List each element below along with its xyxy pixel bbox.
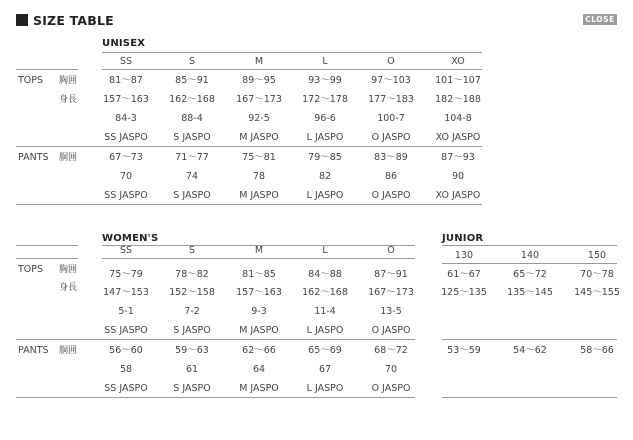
section-title-junior: JUNIOR bbox=[442, 233, 484, 244]
header-top-line-junior bbox=[442, 245, 617, 246]
tops-label: TOPS bbox=[18, 264, 44, 275]
table-cell: 67 bbox=[318, 364, 332, 375]
column-header: L bbox=[322, 245, 328, 256]
table-cell: M JASPO bbox=[239, 383, 279, 394]
table-cell: 172〜178 bbox=[302, 94, 348, 105]
table-cell: 157〜163 bbox=[236, 287, 282, 298]
header-bottom-line-junior bbox=[442, 263, 617, 264]
table-cell: 7-2 bbox=[184, 306, 200, 317]
table-cell: 59〜63 bbox=[175, 345, 209, 356]
table-cell: 101〜107 bbox=[435, 75, 481, 86]
table-cell: 147〜153 bbox=[103, 287, 149, 298]
table-cell: 85〜91 bbox=[175, 75, 209, 86]
table-cell: 70 bbox=[384, 364, 398, 375]
table-cell: 62〜66 bbox=[242, 345, 276, 356]
table-cell: O JASPO bbox=[371, 132, 411, 143]
page-title bbox=[16, 12, 114, 28]
table-cell: SS JASPO bbox=[104, 190, 148, 201]
table-cell: 75〜81 bbox=[242, 152, 276, 163]
table-cell: 71〜77 bbox=[175, 152, 209, 163]
table-cell: M JASPO bbox=[239, 325, 279, 336]
table-cell: 152〜158 bbox=[169, 287, 215, 298]
table-cell: O JASPO bbox=[371, 325, 411, 336]
pants-bottom-line-unisex bbox=[16, 204, 482, 205]
page-title-text: SIZE TABLE bbox=[33, 12, 114, 28]
column-header: SS bbox=[119, 56, 133, 67]
table-cell: 125〜135 bbox=[441, 287, 487, 298]
table-cell: 162〜168 bbox=[169, 94, 215, 105]
column-header: XO bbox=[451, 56, 465, 67]
column-header: 130 bbox=[454, 250, 474, 261]
column-header: S bbox=[188, 56, 196, 67]
table-cell: 67〜73 bbox=[109, 152, 143, 163]
table-cell: 86 bbox=[384, 171, 398, 182]
table-cell: S JASPO bbox=[173, 132, 211, 143]
column-header: 150 bbox=[587, 250, 607, 261]
table-cell: 92-5 bbox=[248, 113, 270, 124]
table-cell: 53〜59 bbox=[447, 345, 481, 356]
table-cell: SS JASPO bbox=[104, 325, 148, 336]
table-cell: L JASPO bbox=[306, 325, 344, 336]
table-cell: 167〜173 bbox=[236, 94, 282, 105]
tops-bottom-line-unisex bbox=[16, 146, 482, 147]
table-cell: 65〜69 bbox=[308, 345, 342, 356]
waist-label: 胴囲 bbox=[59, 153, 78, 163]
table-cell: L JASPO bbox=[306, 190, 344, 201]
table-cell: 87〜93 bbox=[441, 152, 475, 163]
table-cell: SS JASPO bbox=[104, 383, 148, 394]
column-header: O bbox=[387, 245, 395, 256]
table-cell: 177〜183 bbox=[368, 94, 414, 105]
table-cell: 58 bbox=[119, 364, 133, 375]
column-header: M bbox=[254, 245, 264, 256]
table-cell: 9-3 bbox=[251, 306, 267, 317]
label-line-top-womens bbox=[16, 245, 78, 246]
table-cell: 81〜87 bbox=[109, 75, 143, 86]
tops-bottom-line-junior bbox=[442, 339, 617, 340]
chest-label: 胸囲 bbox=[59, 265, 78, 275]
table-cell: 58〜66 bbox=[580, 345, 614, 356]
column-header: SS bbox=[119, 245, 133, 256]
table-cell: 64 bbox=[252, 364, 266, 375]
table-cell: 145〜155 bbox=[574, 287, 620, 298]
table-cell: 167〜173 bbox=[368, 287, 414, 298]
table-cell: 79〜85 bbox=[308, 152, 342, 163]
table-cell: 182〜188 bbox=[435, 94, 481, 105]
table-cell: 100-7 bbox=[377, 113, 405, 124]
table-cell: 56〜60 bbox=[109, 345, 143, 356]
table-cell: 11-4 bbox=[314, 306, 336, 317]
table-cell: 54〜62 bbox=[513, 345, 547, 356]
table-cell: 96-6 bbox=[314, 113, 336, 124]
section-title-womens: WOMEN'S bbox=[102, 233, 159, 244]
table-cell: 104-8 bbox=[444, 113, 472, 124]
table-cell: 65〜72 bbox=[513, 269, 547, 280]
column-header: O bbox=[387, 56, 395, 67]
label-line-mid-womens bbox=[16, 258, 78, 259]
height-label: 身長 bbox=[59, 95, 78, 105]
title-square-icon bbox=[16, 14, 28, 26]
tops-bottom-line-womens bbox=[16, 339, 415, 340]
table-cell: 81〜85 bbox=[242, 269, 276, 280]
table-cell: 84-3 bbox=[115, 113, 137, 124]
column-header: 140 bbox=[520, 250, 540, 261]
pants-label: PANTS bbox=[18, 152, 49, 163]
table-cell: 162〜168 bbox=[302, 287, 348, 298]
table-cell: 89〜95 bbox=[242, 75, 276, 86]
pants-bottom-line-womens bbox=[16, 397, 415, 398]
table-cell: 74 bbox=[185, 171, 199, 182]
table-cell: 70〜78 bbox=[580, 269, 614, 280]
table-cell: M JASPO bbox=[239, 132, 279, 143]
table-cell: 135〜145 bbox=[507, 287, 553, 298]
table-cell: 157〜163 bbox=[103, 94, 149, 105]
table-cell: XO JASPO bbox=[435, 190, 481, 201]
table-cell: 93〜99 bbox=[308, 75, 342, 86]
header-bottom-line-unisex bbox=[102, 69, 482, 70]
table-cell: S JASPO bbox=[173, 383, 211, 394]
waist-label: 胴囲 bbox=[59, 346, 78, 356]
table-cell: 13-5 bbox=[380, 306, 402, 317]
column-header: S bbox=[188, 245, 196, 256]
table-cell: 61〜67 bbox=[447, 269, 481, 280]
table-cell: O JASPO bbox=[371, 383, 411, 394]
column-header: L bbox=[322, 56, 328, 67]
table-cell: 82 bbox=[318, 171, 332, 182]
table-cell: 61 bbox=[185, 364, 199, 375]
table-cell: 84〜88 bbox=[308, 269, 342, 280]
table-cell: 83〜89 bbox=[374, 152, 408, 163]
section-title-unisex: UNISEX bbox=[102, 38, 146, 49]
header-bottom-line-womens bbox=[102, 258, 415, 259]
header-top-line-unisex bbox=[102, 52, 482, 53]
pants-label: PANTS bbox=[18, 345, 49, 356]
label-line-top-unisex bbox=[16, 69, 78, 70]
table-cell: 78 bbox=[252, 171, 266, 182]
table-cell: M JASPO bbox=[239, 190, 279, 201]
height-label: 身長 bbox=[59, 283, 78, 293]
table-cell: 87〜91 bbox=[374, 269, 408, 280]
table-cell: O JASPO bbox=[371, 190, 411, 201]
table-cell: 70 bbox=[119, 171, 133, 182]
table-cell: 90 bbox=[451, 171, 465, 182]
table-cell: XO JASPO bbox=[435, 132, 481, 143]
table-cell: 97〜103 bbox=[371, 75, 411, 86]
table-cell: 75〜79 bbox=[109, 269, 143, 280]
table-cell: 78〜82 bbox=[175, 269, 209, 280]
chest-label: 胸囲 bbox=[59, 76, 78, 86]
table-cell: L JASPO bbox=[306, 383, 344, 394]
table-cell: SS JASPO bbox=[104, 132, 148, 143]
table-cell: S JASPO bbox=[173, 190, 211, 201]
table-cell: 68〜72 bbox=[374, 345, 408, 356]
pants-bottom-line-junior bbox=[442, 397, 617, 398]
close-button[interactable]: CLOSE bbox=[583, 14, 617, 25]
table-cell: 88-4 bbox=[181, 113, 203, 124]
tops-label: TOPS bbox=[18, 75, 44, 86]
column-header: M bbox=[254, 56, 264, 67]
table-cell: L JASPO bbox=[306, 132, 344, 143]
table-cell: S JASPO bbox=[173, 325, 211, 336]
table-cell: 5-1 bbox=[118, 306, 134, 317]
